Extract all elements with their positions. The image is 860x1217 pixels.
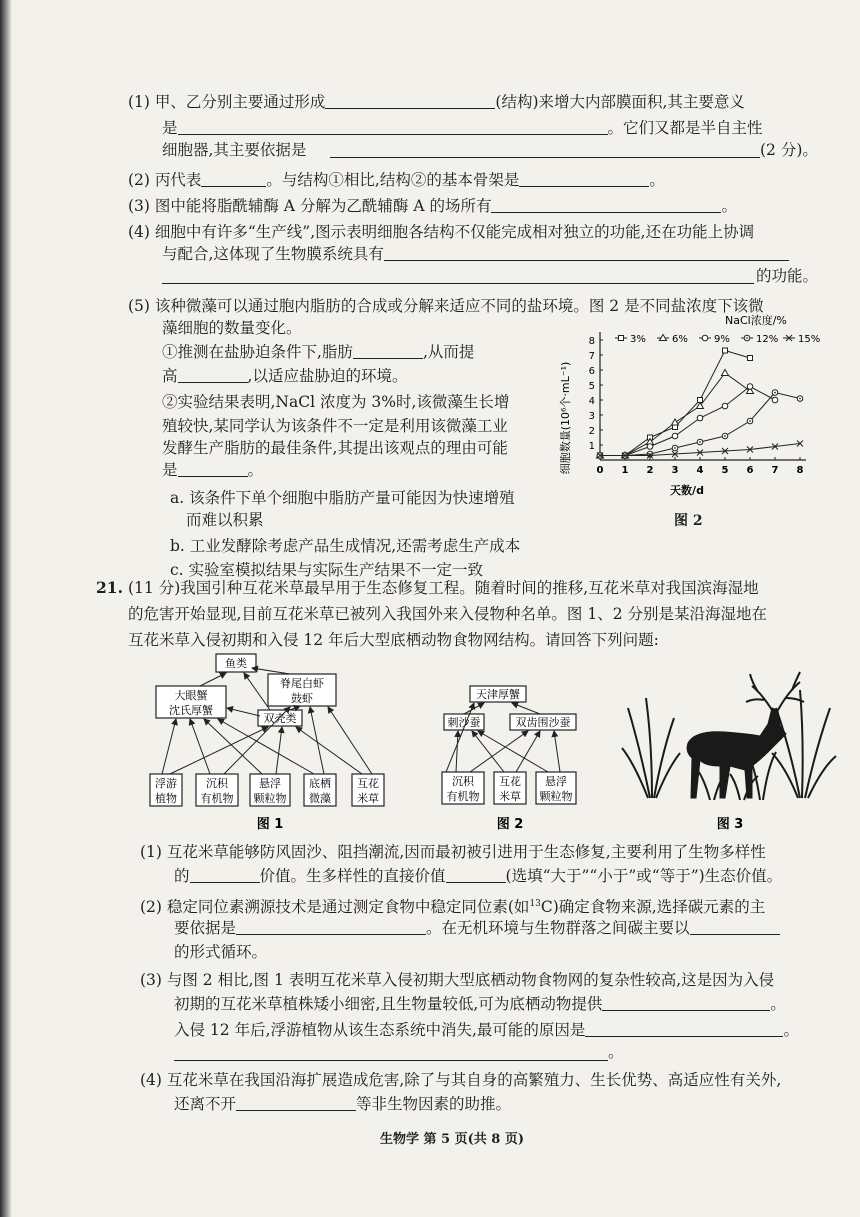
node-shrimp-label1: 脊尾白虾: [280, 677, 324, 690]
answer-blank-reason-disappear[interactable]: [585, 1020, 783, 1037]
figure2-caption: 图 2: [496, 817, 524, 832]
chart-series-line: [600, 373, 750, 456]
chart-point: [647, 444, 653, 450]
q21-stem-line2: 的危害开始显现,目前互花米草已被列入我国外来入侵物种名单。图 1、2 分别是某沿海湿地在: [128, 605, 768, 623]
answer-blank-membrane-function[interactable]: [384, 244, 789, 261]
chart-x-tick-label: 8: [796, 465, 804, 476]
node-benthic-algae-label1: 底栖: [309, 777, 331, 790]
chart-y-label: 细胞数量(10⁶个·mL⁻¹): [559, 361, 572, 475]
grass-clump-left: [622, 698, 680, 798]
answer-blank-fat[interactable]: [353, 342, 423, 359]
chart-y-tick-label: 6: [588, 366, 595, 377]
answer-blank-carbon-basis[interactable]: [236, 918, 426, 935]
chart-legend-label: 12%: [756, 334, 779, 345]
isotope-superscript: 13: [529, 899, 541, 909]
chart-x-tick-label: 0: [596, 465, 604, 476]
node-crab-label1: 大眼蟹: [174, 689, 208, 702]
chart-x-tick-label: 5: [721, 465, 729, 476]
figure3-deer-illustration: [622, 672, 836, 800]
node-perinereis-label: 双齿围沙蚕: [515, 716, 571, 729]
q21-part3-end: 。: [608, 1043, 624, 1061]
food-web-figures: [140, 648, 840, 833]
node-tianjin-crab-label: 天津厚蟹: [476, 688, 520, 701]
answer-blank-abiotic[interactable]: [236, 1094, 356, 1111]
chart-x-tick-label: 7: [771, 465, 779, 476]
answer-blank-bing[interactable]: [201, 170, 266, 187]
scan-edge-shadow: [0, 0, 12, 1217]
chart-x-tick-label: 4: [696, 465, 704, 476]
chart-point-dot: [674, 447, 676, 449]
node2-sediment-label2: 有机物: [446, 790, 480, 803]
chart-point: [723, 348, 728, 353]
chart-point: [702, 335, 708, 341]
q20-option-a-line2: 而难以积累: [186, 511, 264, 529]
q21-part2-line3: 的形式循环。: [174, 943, 268, 961]
q20-part4-end: 的功能。: [756, 267, 819, 285]
q21-part2-line2: 要依据是 。在无机环境与生物群落之间碳主要以: [174, 918, 780, 938]
chart-point: [722, 403, 728, 409]
chart-x-label: 天数/d: [670, 484, 704, 497]
q21-part3-line1: (3) 与图 2 相比,图 1 表明互花米草入侵初期大型底栖动物食物网的复杂性较高,这是因为入侵: [140, 971, 775, 989]
node2-spartina-label2: 米草: [499, 790, 521, 803]
node2-spartina-label1: 互花: [499, 775, 521, 788]
node-phytoplankton-label2: 植物: [155, 792, 177, 805]
answer-blank-provide[interactable]: [602, 994, 770, 1011]
page-footer: 生物学 第 5 页(共 8 页): [380, 1132, 525, 1147]
chart-legend-label: 3%: [630, 334, 646, 345]
chart-y-tick-label: 7: [588, 351, 595, 362]
q20-part5-sub1-line1: ①推测在盐胁迫条件下,脂肪 ,从而提: [162, 343, 475, 361]
answer-blank-compare[interactable]: [446, 866, 506, 883]
node-crab-label2: 沈氏厚蟹: [169, 704, 213, 717]
chart-y-tick-label: 5: [588, 381, 595, 392]
chart-y-tick-label: 2: [588, 426, 595, 437]
chart-x-tick-label: 1: [621, 465, 629, 476]
chart-point: [722, 370, 729, 376]
chart-legend-title: NaCl浓度/%: [725, 314, 787, 327]
node-nereis-label: 刺沙蚕: [447, 716, 481, 729]
node-spartina-label1: 互花: [357, 777, 379, 790]
answer-blank-raise[interactable]: [178, 366, 248, 383]
answer-blank-membrane-function-cont[interactable]: [162, 283, 754, 284]
answer-blank-basis[interactable]: [330, 157, 760, 158]
node-sediment-label2: 有机物: [200, 792, 234, 805]
chart-y-tick-label: 1: [588, 441, 595, 452]
node-benthic-algae-label2: 微藻: [309, 792, 331, 805]
q20-part1-score: (2 分)。: [760, 141, 818, 159]
q21-part3-line2: 初期的互花米草植株矮小细密,且生物量较低,可为底栖动物提供 。: [174, 995, 786, 1013]
cell-count-chart: [545, 310, 820, 510]
answer-blank-site[interactable]: [491, 196, 721, 213]
q21-part1-line2: 的 价值。生多样性的直接价值 (选填“大于”“小于”或“等于”)生态价值。: [174, 867, 783, 885]
q20-part5-sub2-line4: 是 。: [162, 461, 264, 479]
q20-part1-line1: (1) 甲、乙分别主要通过形成 (结构)来增大内部膜面积,其主要意义: [128, 93, 745, 111]
answer-blank-reason-cont[interactable]: [174, 1060, 608, 1061]
answer-blank-structure[interactable]: [325, 92, 495, 109]
q20-option-b: b. 工业发酵除考虑产品生成情况,还需考虑生产成本: [170, 537, 521, 555]
chart-x-tick-label: 2: [646, 465, 654, 476]
q20-part5-sub2-line1: ②实验结果表明,NaCl 浓度为 3%时,该微藻生长增: [162, 393, 510, 411]
q21-number: 21.: [96, 578, 123, 597]
node2-suspended-label2: 颗粒物: [539, 790, 573, 803]
chart-point-dot: [749, 420, 751, 422]
q21-stem-line3: 互花米草入侵初期和入侵 12 年后大型底栖动物食物网结构。请回答下列问题:: [128, 631, 659, 649]
chart-caption: 图 2: [674, 513, 703, 529]
q20-part1-line3: 细胞器,其主要依据是: [162, 141, 307, 159]
chart-point-dot: [774, 392, 776, 394]
node-suspended-label2: 颗粒物: [253, 792, 287, 805]
chart-y-tick-label: 8: [588, 336, 595, 347]
chart-point: [672, 419, 679, 425]
chart-point-dot: [724, 435, 726, 437]
q20-part4-line2: 与配合,这体现了生物膜系统具有: [162, 244, 789, 264]
node2-sediment-label1: 沉积: [452, 775, 474, 788]
figure3-caption: 图 3: [716, 817, 744, 832]
q20-part4-line1: (4) 细胞中有许多“生产线”,图示表明细胞各结构不仅能完成相对独立的功能,还在功能上协调: [128, 223, 755, 241]
chart-series: [597, 348, 804, 459]
chart-point-dot: [699, 441, 701, 443]
q20-part5-line2: 藻细胞的数量变化。: [162, 319, 302, 337]
q21-part4-line1: (4) 互花米草在我国沿海扩展造成危害,除了与其自身的高繁殖力、生长优势、高适应性有关外,: [140, 1071, 782, 1089]
q21-stem-line1: (11 分)我国引种互花米草最早用于生态修复工程。随着时间的推移,互花米草对我国滨海湿地: [128, 579, 759, 597]
q21-part1-line1: (1) 互花米草能够防风固沙、阻挡潮流,因而最初被引进用于生态修复,主要利用了生物多样性: [140, 843, 766, 861]
node-phytoplankton-label1: 浮游: [155, 777, 177, 790]
node-shrimp-label2: 鼓虾: [291, 692, 313, 705]
chart-point: [672, 433, 678, 439]
chart-point: [619, 336, 624, 341]
chart-point: [748, 356, 753, 361]
q21-part4-line2: 还离不开 等非生物因素的助推。: [174, 1095, 512, 1113]
chart-point: [772, 397, 778, 403]
chart-x-tick-label: 6: [746, 465, 754, 476]
q20-part5-sub2-line2: 殖较快,某同学认为该条件不一定是利用该微藻工业: [162, 417, 508, 435]
deer-antlers: [746, 672, 804, 710]
node-suspended-label1: 悬浮: [259, 777, 281, 790]
chart-y-tick-label: 4: [588, 396, 595, 407]
q20-part2: (2) 丙代表 。与结构①相比,结构②的基本骨架是 。: [128, 171, 665, 189]
answer-blank-reason[interactable]: [178, 460, 248, 477]
q20-part5-sub2-line3: 发酵生产脂肪的最佳条件,其提出该观点的理由可能: [162, 439, 508, 457]
q20-option-a-line1: a. 该条件下单个细胞中脂肪产量可能因为快速增殖: [170, 489, 515, 507]
node-sediment-label1: 沉积: [206, 777, 228, 790]
chart-series-line: [600, 351, 750, 456]
q21-part3-line3: 入侵 12 年后,浮游植物从该生态系统中消失,最可能的原因是 。: [174, 1021, 799, 1039]
chart-point-dot: [799, 398, 801, 400]
q21-part2-line1: (2) 稳定同位素溯源技术是通过测定食物中稳定同位素(如$^{13}$C)确定食物来源,选择碳元素的主: [140, 898, 766, 917]
chart-legend-label: 9%: [714, 334, 730, 345]
chart-point: [697, 415, 703, 421]
node-spartina-label2: 米草: [357, 792, 379, 805]
figure2-food-web: [442, 686, 576, 804]
q20-option-c: c. 实验室模拟结果与实际生产结果不一定一致: [170, 561, 484, 579]
chart-legend-label: 6%: [672, 334, 688, 345]
chart-axes: [589, 332, 806, 476]
node2-suspended-label1: 悬浮: [545, 775, 567, 788]
chart-legend-label: 15%: [798, 334, 820, 345]
chart-y-tick-label: 3: [588, 411, 595, 422]
figure1-food-web: [150, 654, 384, 806]
chart-point-dot: [746, 337, 748, 339]
node-fish-label: 鱼类: [225, 657, 247, 670]
chart-point: [747, 384, 753, 390]
figure1-caption: 图 1: [256, 817, 284, 832]
q20-part5-sub1-line2: 高 ,以适应盐胁迫的环境。: [162, 367, 408, 385]
q20-part3: (3) 图中能将脂酰辅酶 A 分解为乙酰辅酶 A 的场所有 。: [128, 197, 737, 215]
q20-part1-line2: 是 。它们又都是半自主性: [162, 119, 763, 137]
node-bivalve-label: 双壳类: [263, 712, 297, 725]
chart-x-tick-label: 3: [671, 465, 679, 476]
answer-blank-skeleton[interactable]: [519, 170, 649, 187]
answer-blank-value-type[interactable]: [190, 866, 260, 883]
q20-part5-line1: (5) 该种微藻可以通过胞内脂肪的合成或分解来适应不同的盐环境。图 2 是不同盐浓度下该微: [128, 297, 764, 315]
chart-legend: [615, 334, 820, 345]
answer-blank-carbon-form[interactable]: [690, 918, 780, 935]
answer-blank-significance[interactable]: [178, 118, 608, 135]
